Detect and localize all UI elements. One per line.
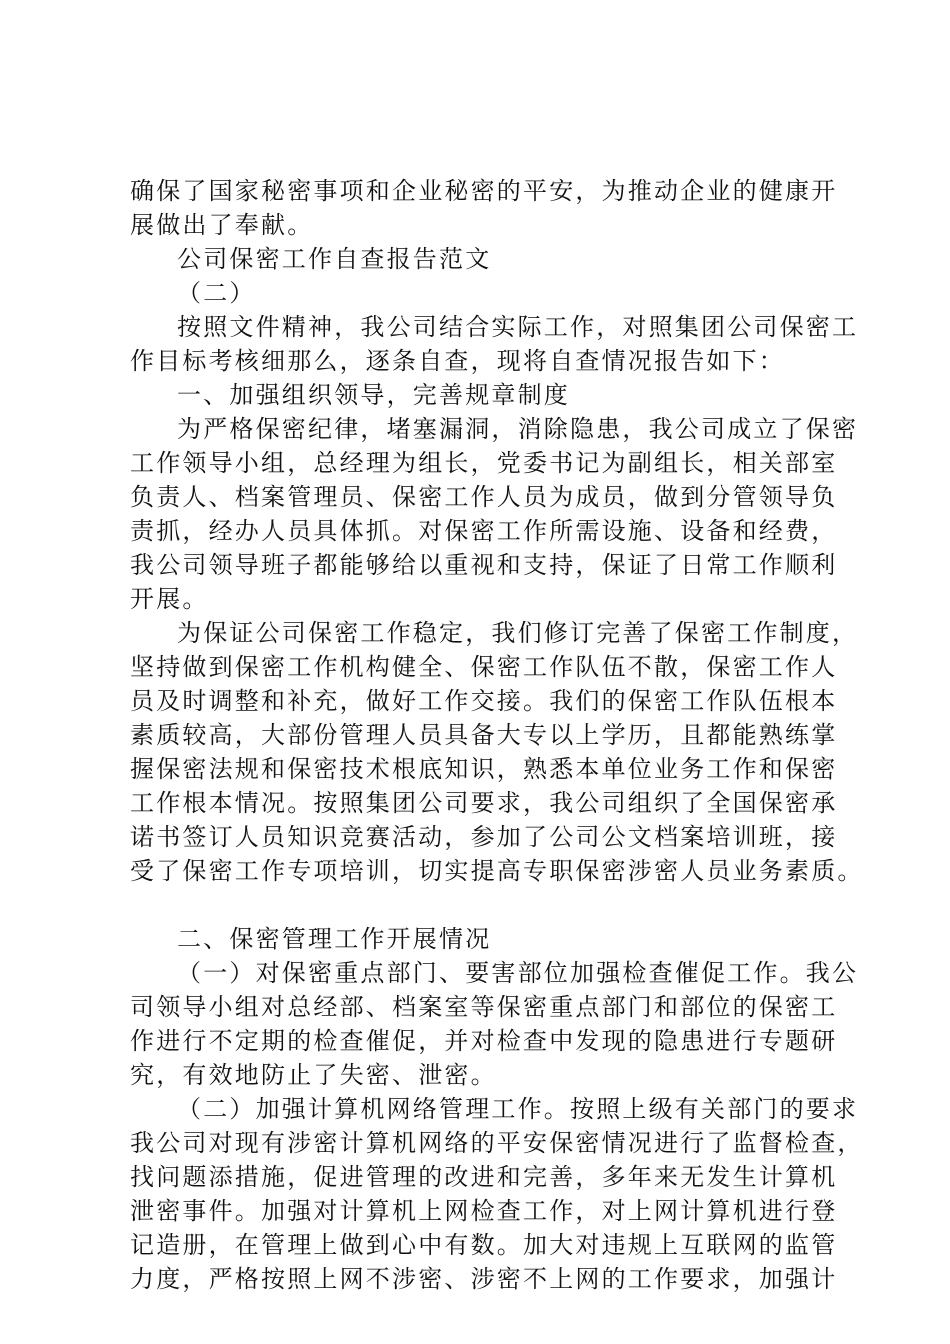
text-line: 我公司领导班子都能够给以重视和支持，保证了日常工作顺利: [130, 551, 838, 579]
text-line: 记造册，在管理上做到心中有数。加大对违规上互联网的监管: [130, 1231, 838, 1259]
text-line: 作进行不定期的检查催促，并对检查中发现的隐患进行专题研: [130, 1027, 838, 1055]
text-line: 工作根本情况。按照集团公司要求，我公司组织了全国保密承: [130, 789, 838, 817]
text-line: 员及时调整和补充，做好工作交接。我们的保密工作队伍根本: [130, 687, 838, 715]
text-line: 找问题添措施，促进管理的改进和完善，多年来无发生计算机: [130, 1163, 838, 1191]
text-line: （一）对保密重点部门、要害部位加强检查催促工作。我公: [177, 959, 859, 987]
section-title: 公司保密工作自查报告范文: [177, 245, 492, 273]
text-line: 确保了国家秘密事项和企业秘密的平安，为推动企业的健康开: [130, 177, 838, 205]
text-line: 司领导小组对总经部、档案室等保密重点部门和部位的保密工: [130, 993, 838, 1021]
text-line: 按照文件精神，我公司结合实际工作，对照集团公司保密工: [177, 313, 859, 341]
text-line: 坚持做到保密工作机构健全、保密工作队伍不散，保密工作人: [130, 653, 838, 681]
text-line: 开展。: [130, 585, 209, 613]
text-line: 展做出了奉献。: [130, 211, 314, 239]
text-line: 究，有效地防止了失密、泄密。: [130, 1061, 497, 1089]
section-subtitle: （二）: [177, 279, 256, 307]
text-line: 责抓，经办人员具体抓。对保密工作所需设施、设备和经费，: [130, 517, 838, 545]
text-line: 诺书签订人员知识竞赛活动，参加了公司公文档案培训班，接: [130, 823, 838, 851]
text-line: 力度，严格按照上网不涉密、涉密不上网的工作要求，加强计: [130, 1265, 838, 1293]
text-line: 素质较高，大部份管理人员具备大专以上学历，且都能熟练掌: [130, 721, 838, 749]
text-line: （二）加强计算机网络管理工作。按照上级有关部门的要求: [177, 1095, 859, 1123]
text-line: 作目标考核细那么，逐条自查，现将自查情况报告如下：: [130, 347, 785, 375]
text-line: 握保密法规和保密技术根底知识，熟悉本单位业务工作和保密: [130, 755, 838, 783]
text-line: 负责人、档案管理员、保密工作人员为成员，做到分管领导负: [130, 483, 838, 511]
text-line: 为保证公司保密工作稳定，我们修订完善了保密工作制度，: [177, 619, 859, 647]
text-line: 泄密事件。加强对计算机上网检查工作，对上网计算机进行登: [130, 1197, 838, 1225]
heading-line: 二、保密管理工作开展情况: [177, 925, 492, 953]
heading-line: 一、加强组织领导，完善规章制度: [177, 381, 570, 409]
text-line: 受了保密工作专项培训，切实提高专职保密涉密人员业务素质。: [130, 857, 864, 885]
text-line: 为严格保密纪律，堵塞漏洞，消除隐患，我公司成立了保密: [177, 415, 859, 443]
text-line: 工作领导小组，总经理为组长，党委书记为副组长，相关部室: [130, 449, 838, 477]
text-line: 我公司对现有涉密计算机网络的平安保密情况进行了监督检查，: [130, 1129, 864, 1157]
